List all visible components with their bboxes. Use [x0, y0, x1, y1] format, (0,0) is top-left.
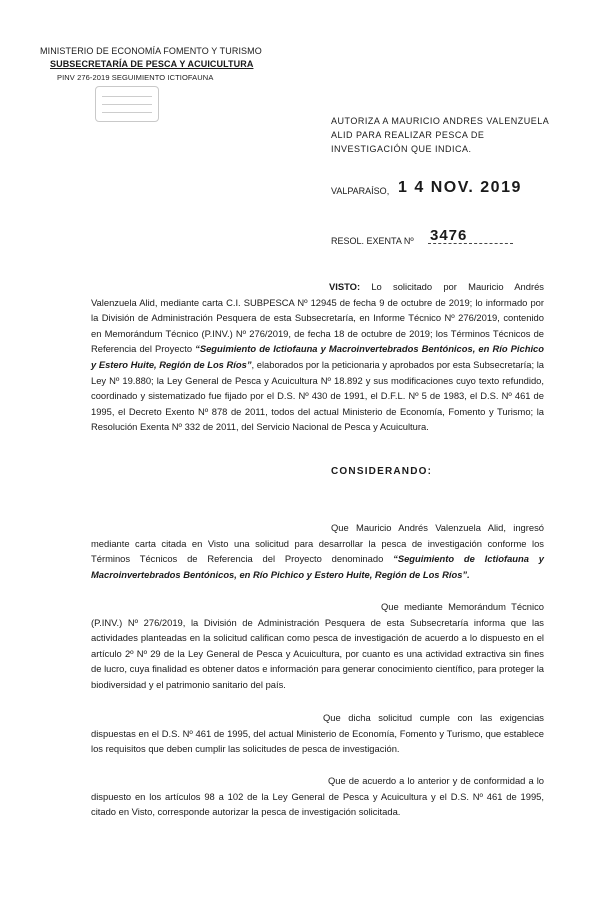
visto-text-1: Lo solicitado por Mauricio Andrés Valenzuela Alid, mediante carta C.I. SUBPESCA Nº 12945 de fecha 9 de octubre de 2019; lo informado por la División de Administración Pesquera de esta Subsecretaría, en Informe Técnico Nº 276/2019, contenido en Memorándum Técnico (P.INV.) Nº 276/2019, de fecha 18 de octubre de 2019; los Términos Técnicos de Referencia del Proyecto	[91, 281, 544, 355]
resolution-subject: AUTORIZA A MAURICIO ANDRES VALENZUELA ALID PARA REALIZAR PESCA DE INVESTIGACIÓN QUE INDICA.	[331, 116, 549, 154]
considerando-paragraph-2	[91, 599, 544, 693]
subsecretaria-name: SUBSECRETARÍA DE PESCA Y ACUICULTURA	[50, 59, 254, 69]
ministry-name: MINISTERIO DE ECONOMÍA FOMENTO Y TURISMO	[40, 46, 262, 56]
visto-label: VISTO:	[329, 281, 361, 292]
resolution-number: 3476	[430, 227, 468, 244]
considerando-paragraph-4	[91, 773, 544, 820]
visto-project-title: “Seguimiento de Ictiofauna y Macroinvertebrados Bentónicos, en Río Pichico y Estero Huite, Región de Los Ríos”	[91, 343, 544, 370]
considerando-p2-text: Que mediante Memorándum Técnico (P.INV.) Nº 276/2019, la División de Administración Pesquera de esta Subsecretaría informa que las actividades planteadas en la solicitud califican como pesca de investigación de acuerdo a lo dispuesto en el artículo 2º Nº 29 de la Ley General de Pesca y Acuicultura, por cuanto es una actividad extractiva sin fines de lucro, cuya finalidad es obtener datos e información para generar conocimiento científico, para proteger la biodiversidad y el patrimonio sanitario del país.	[91, 601, 544, 690]
visto-text-2: , elaborados por la peticionaria y aprobados por esta Subsecretaría; la Ley Nº 19.880; la Ley General de Pesca y Acuicultura Nº 18.892 y sus modificaciones cuyo texto refundido, coordinado y sistematizado fue fijado por el D.S. Nº 430 de 1991, el D.F.L. Nº 5 de 1983, el D.S. Nº 461 de 1995, el Decreto Exento Nº 878 de 2011, todos del actual Ministerio de Economía, Fomento y Turismo; la Resolución Exenta Nº 332 de 2011, del Servicio Nacional de Pesca y Acuicultura.	[91, 358, 544, 433]
resolution-date: 1 4 NOV. 2019	[398, 179, 522, 196]
office-stamp	[95, 86, 159, 122]
considerando-p1-text: Que Mauricio Andrés Valenzuela Alid, ingresó mediante carta citada en Visto una solicitud para desarrollar la pesca de investigación conforme los Términos Técnicos de Referencia del Proyecto denominado	[91, 522, 544, 565]
considerando-p1-project: “Seguimiento de Ictiofauna y Macroinvertebrados Bentónicos, en Río Pichico y Estero Huite, Región de Los Ríos”.	[91, 553, 544, 580]
visto-paragraph	[91, 279, 544, 435]
considerando-paragraph-1	[91, 520, 544, 582]
document-reference: PINV 276-2019 SEGUIMIENTO ICTIOFAUNA	[57, 73, 214, 82]
considerando-paragraph-3	[91, 710, 544, 757]
resolution-label: RESOL. EXENTA Nº	[331, 236, 414, 246]
considerando-title: CONSIDERANDO:	[331, 466, 433, 477]
considerando-p4-text: Que de acuerdo a lo anterior y de conformidad a lo dispuesto en los artículos 98 a 102 de la Ley General de Pesca y Acuicultura y el D.S. Nº 461 de 1995, citado en Visto, corresponde autorizar la pesca de investigación solicitada.	[91, 775, 544, 818]
considerando-p3-text: Que dicha solicitud cumple con las exigencias dispuestas en el D.S. Nº 461 de 1995, del actual Ministerio de Economía, Fomento y Turismo, que establece los requisitos que deben cumplir las solicitudes de pesca de investigación.	[91, 712, 544, 755]
resolution-number-line	[428, 243, 513, 244]
place-label: VALPARAÍSO,	[331, 186, 390, 196]
